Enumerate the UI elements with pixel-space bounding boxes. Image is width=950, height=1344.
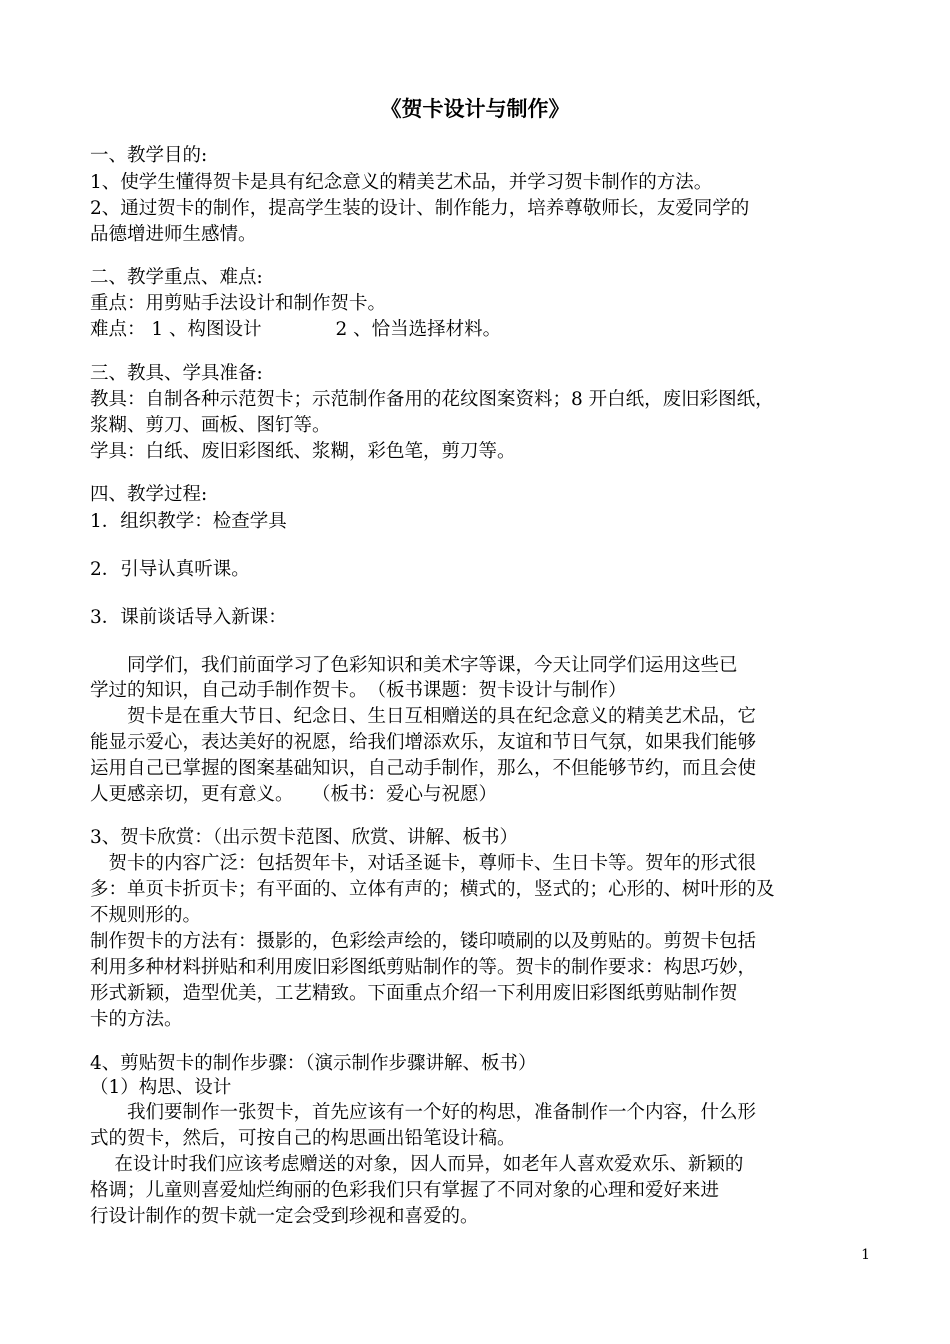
heading-materials: 三、教具、学具准备: bbox=[90, 363, 263, 384]
paragraph-line: 同学们，我们前面学习了色彩知识和美术字等课，今天让同学们运用这些已 bbox=[90, 655, 738, 676]
paragraph-line: （1）构思、设计 bbox=[90, 1077, 232, 1098]
heading-appreciation: 3、贺卡欣赏：（出示贺卡范图、欣赏、讲解、板书） bbox=[90, 827, 519, 848]
paragraph-line: 利用多种材料拼贴和利用废旧彩图纸剪贴制作的等。贺卡的制作要求：构思巧妙， bbox=[90, 957, 757, 978]
paragraph-line: 3．课前谈话导入新课： bbox=[90, 607, 287, 628]
paragraph-line: 贺卡的内容广泛：包括贺年卡，对话圣诞卡，尊师卡、生日卡等。贺年的形式很 bbox=[90, 853, 757, 874]
heading-process: 四、教学过程: bbox=[90, 484, 208, 505]
paragraph-line: 人更感亲切，更有意义。 （板书：爱心与祝愿） bbox=[90, 784, 498, 805]
paragraph-line: 1、使学生懂得贺卡是具有纪念意义的精美艺术品，并学习贺卡制作的方法。 bbox=[90, 172, 713, 193]
paragraph-line: 学过的知识，自己动手制作贺卡。 （板书课题：贺卡设计与制作） bbox=[90, 680, 627, 701]
paragraph-line: 在设计时我们应该考虑赠送的对象，因人而异，如老年人喜欢爱欢乐、新颖的 bbox=[90, 1154, 744, 1175]
paragraph-line: 能显示爱心，表达美好的祝愿，给我们增添欢乐，友谊和节日气氛，如果我们能够 bbox=[90, 732, 757, 753]
document-title: 《贺卡设计与制作》 bbox=[380, 96, 570, 121]
paragraph-line: 浆糊、剪刀、画板、图钉等。 bbox=[90, 415, 331, 436]
paragraph-line: 品德增进师生感情。 bbox=[90, 224, 257, 245]
paragraph-line: 1．组织教学：检查学具 bbox=[90, 511, 287, 532]
paragraph-line: 行设计制作的贺卡就一定会受到珍视和喜爱的。 bbox=[90, 1206, 479, 1227]
paragraph-line: 制作贺卡的方法有：摄影的，色彩绘声绘的，镂印喷刷的以及剪贴的。剪贺卡包括 bbox=[90, 931, 757, 952]
paragraph-line: 难点： 1 、构图设计 2 、恰当选择材料。 bbox=[90, 319, 502, 340]
paragraph-line: 我们要制作一张贺卡，首先应该有一个好的构思，准备制作一个内容，什么形 bbox=[90, 1102, 757, 1123]
heading-objectives: 一、教学目的: bbox=[90, 145, 208, 166]
paragraph-line: 不规则形的。 bbox=[90, 905, 202, 926]
paragraph-line: 2．引导认真听课。 bbox=[90, 559, 250, 580]
paragraph-line: 多：单页卡折页卡；有平面的、立体有声的；横式的，竖式的；心形的、树叶形的及 bbox=[90, 879, 775, 900]
heading-key-points: 二、教学重点、难点: bbox=[90, 267, 263, 288]
paragraph-line: 2、通过贺卡的制作，提高学生装的设计、制作能力，培养尊敬师长，友爱同学的 bbox=[90, 198, 750, 219]
paragraph-line: 式的贺卡，然后，可按自己的构思画出铅笔设计稿。 bbox=[90, 1128, 516, 1149]
heading-steps: 4、剪贴贺卡的制作步骤：（演示制作步骤讲解、板书） bbox=[90, 1053, 537, 1074]
paragraph-line: 运用自己已掌握的图案基础知识，自己动手制作，那么，不但能够节约，而且会使 bbox=[90, 758, 757, 779]
page-number: 1 bbox=[861, 1247, 870, 1263]
paragraph-line: 学具：白纸、废旧彩图纸、浆糊，彩色笔，剪刀等。 bbox=[90, 441, 516, 462]
paragraph-line: 卡的方法。 bbox=[90, 1009, 183, 1030]
paragraph-line: 形式新颖，造型优美，工艺精致。下面重点介绍一下利用废旧彩图纸剪贴制作贺 bbox=[90, 983, 738, 1004]
paragraph-line: 重点：用剪贴手法设计和制作贺卡。 bbox=[90, 293, 387, 314]
paragraph-line: 教具：自制各种示范贺卡；示范制作备用的花纹图案资料；8 开白纸，废旧彩图纸， bbox=[90, 389, 774, 410]
paragraph-line: 贺卡是在重大节日、纪念日、生日互相赠送的具在纪念意义的精美艺术品，它 bbox=[90, 706, 757, 727]
paragraph-line: 格调；儿童则喜爱灿烂绚丽的色彩我们只有掌握了不同对象的心理和爱好来进 bbox=[90, 1180, 720, 1201]
